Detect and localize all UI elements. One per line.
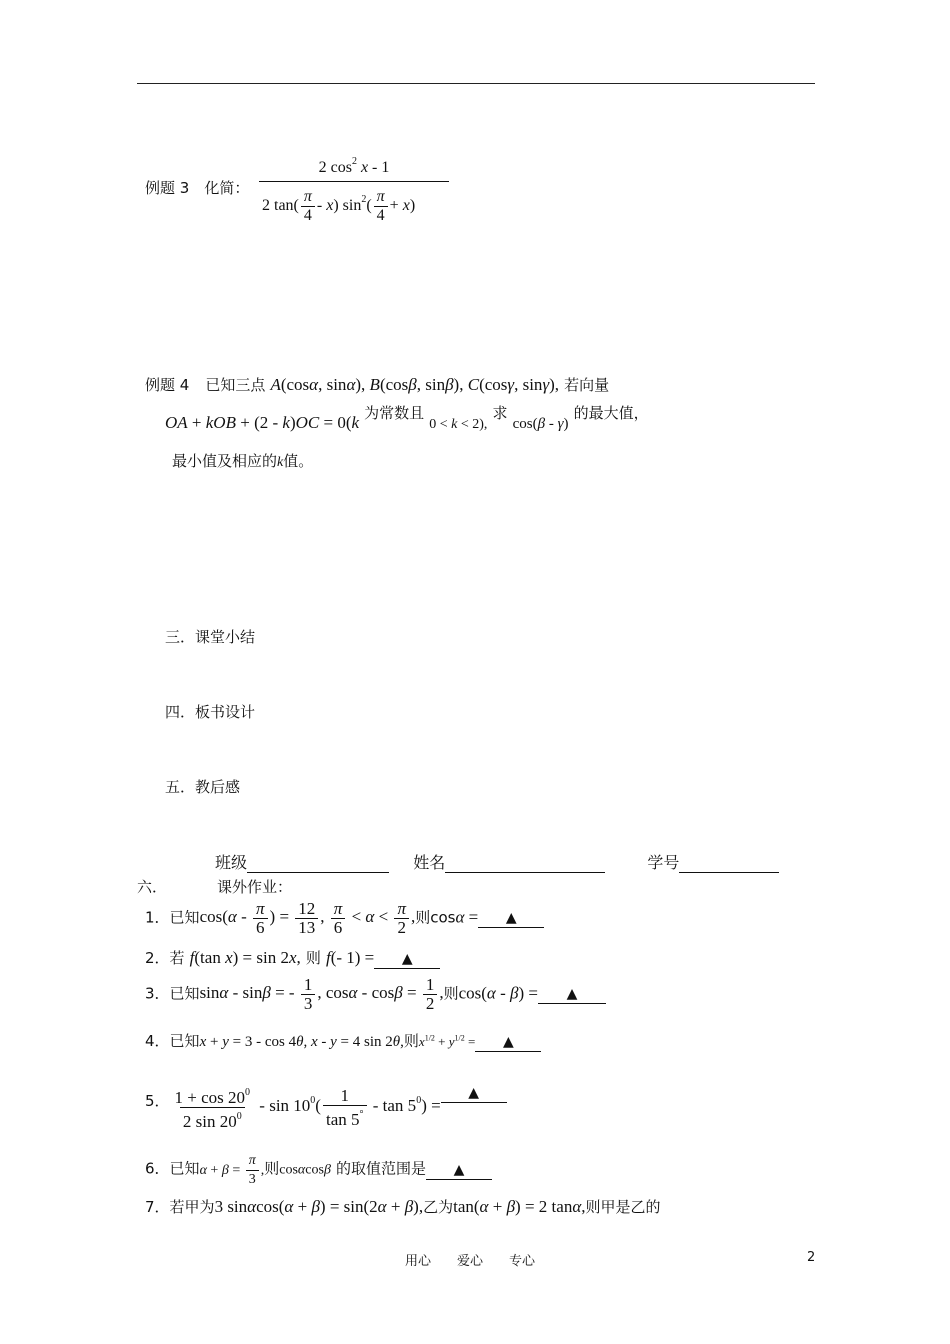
class-label: 班级 bbox=[215, 853, 248, 872]
answer-blank[interactable]: ▲ bbox=[538, 985, 606, 1004]
example-3-label: 例题 3 化简： bbox=[145, 179, 250, 197]
problem-4: 4．已知x + y = 3 - cos 4θ, x - y = 4 sin 2θ,则$x^{1/2} + y^{1/2}$ = ▲ bbox=[145, 1030, 541, 1052]
id-label: 学号 bbox=[647, 853, 680, 872]
answer-blank[interactable]: ▲ bbox=[426, 1161, 492, 1180]
section-board-design: 四．板书设计 bbox=[165, 703, 256, 721]
homework-heading: 六． 课外作业： bbox=[137, 878, 293, 896]
problem-3: 3．已知sinα - sinβ = - $\frac{1}{3}$ , cosα - cosβ = $\frac{1}{2}$ ,则cos(α - β) = ▲ bbox=[145, 976, 606, 1013]
student-info-row bbox=[215, 850, 779, 873]
footer-motto: 用心 爱心 专心 bbox=[405, 1254, 536, 1269]
answer-blank[interactable]: ▲ bbox=[475, 1033, 541, 1052]
class-field[interactable] bbox=[247, 872, 389, 873]
answer-blank[interactable]: ▲ bbox=[478, 909, 544, 928]
example-3-formula: 2 $\cos^2 x - 1$ 2 tan( $\frac{\pi}{4}$ - x) $\sin^2$( $\frac{\pi}{4}$ + x) bbox=[257, 153, 451, 225]
name-label: 姓名 bbox=[413, 853, 446, 872]
problem-7: 7．若甲为3 sinαcos(α + β) = sin(2α + β),乙为tan(α + β) = 2 tanα,则甲是乙的 bbox=[145, 1197, 661, 1216]
page-number: 2 bbox=[807, 1250, 816, 1265]
section-reflection: 五．教后感 bbox=[165, 778, 241, 796]
id-field[interactable] bbox=[679, 872, 779, 873]
example-4-line-1: 例题 4 已知三点 A(cosα, sinα), B(cosβ, sinβ), C(cosγ, sinγ), 若向量 bbox=[145, 375, 610, 394]
answer-blank[interactable]: ▲ bbox=[374, 950, 440, 969]
example-4-line-2: OA + kOB + (2 - k)OC = 0(k 为常数且 0 < k < 2), 求 cos(β - γ) 的最大值， bbox=[165, 404, 649, 432]
header-rule bbox=[137, 83, 815, 84]
example-4-line-3: 最小值及相应的k值。 bbox=[172, 452, 314, 470]
answer-blank[interactable]: ▲ bbox=[441, 1084, 507, 1103]
problem-5: 5． $\frac{1 + \cos 20^0}{2 \sin 20^0}$ - $\sin 10^0$( $\frac{1}{\tan 5^\circ}$ - $\tan 5^0$) =▲ bbox=[145, 1084, 507, 1131]
problem-6: 6．已知α + β = $\frac{\pi}{3}$ ,则cosαcosβ 的取值范围是 ▲ bbox=[145, 1152, 492, 1189]
section-summary: 三．课堂小结 bbox=[165, 628, 256, 646]
problem-2: 2．若 f(tan x) = sin 2x, 则 f(- 1) = ▲ bbox=[145, 947, 440, 969]
problem-1: 1．已知cos(α - $\frac{\pi}{6}$ ) = $\frac{12}{13}$ , $\frac{\pi}{6}$ < α < $\frac{\pi}{2}$ ,则cosα = ▲ bbox=[145, 900, 544, 937]
name-field[interactable] bbox=[445, 872, 605, 873]
